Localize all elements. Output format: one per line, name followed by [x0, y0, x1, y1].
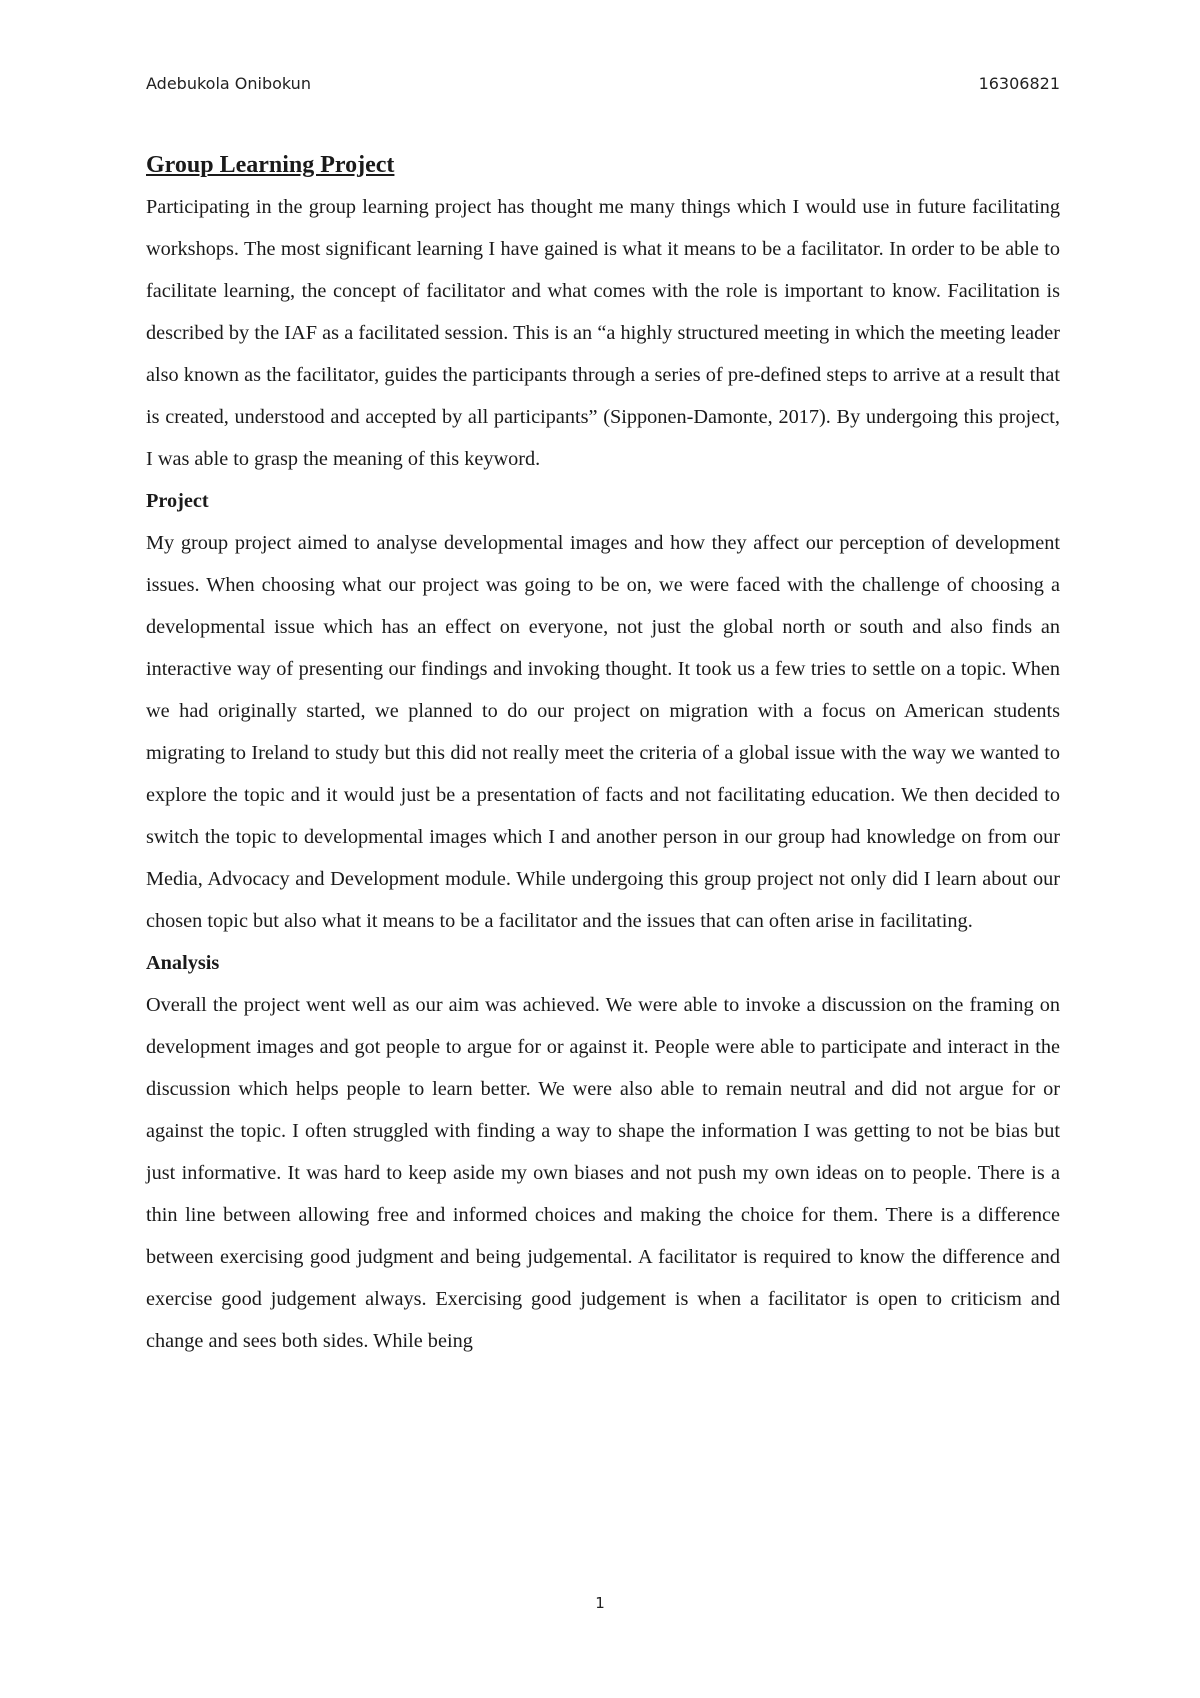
analysis-paragraph: Overall the project went well as our aim was achieved. We were able to invoke a discussion on the framing on development images and got people to argue for or against it. People were able to participate and interact in the discussion which helps people to learn better. We were also able to remain neutral and did not argue for or against the topic. I often struggled with finding a way to shape the information I was getting to not be bias but just informative. It was hard to keep aside my own biases and not push my own ideas on to people. There is a thin line between allowing free and informed choices and making the choice for them. There is a difference between exercising good judgment and being judgemental. A facilitator is required to know the difference and exercise good judgement always. Exercising good judgement is when a facilitator is open to criticism and change and sees both sides. While being — [146, 994, 1060, 1352]
project-paragraph: My group project aimed to analyse developmental images and how they affect our perception of development issues. When choosing what our project was going to be on, we were faced with the challenge of choosing a developmental issue which has an effect on everyone, not just the global north or south and also finds an interactive way of presenting our findings and invoking thought. It took us a few tries to settle on a topic. When we had originally started, we planned to do our project on migration with a focus on American students migrating to Ireland to study but this did not really meet the criteria of a global issue with the way we wanted to explore the topic and it would just be a presentation of facts and not facilitating education. We then decided to switch the topic to developmental images which I and another person in our group had knowledge on from our Media, Advocacy and Development module. While undergoing this group project not only did I learn about our chosen topic but also what it means to be a facilitator and the issues that can often arise in facilitating. — [146, 532, 1060, 932]
project-heading: Project — [146, 490, 209, 512]
intro-paragraph: Participating in the group learning project has thought me many things which I would use in future facilitating workshops. The most significant learning I have gained is what it means to be a facilitator. In order to be able to facilitate learning, the concept of facilitator and what comes with the role is important to know. Facilitation is described by the IAF as a facilitated session. This is an “a highly structured meeting in which the meeting leader also known as the facilitator, guides the participants through a series of pre-defined steps to arrive at a result that is created, understood and accepted by all participants” (Sipponen-Damonte, 2017). By undergoing this project, I was able to grasp the meaning of this keyword. — [146, 196, 1060, 470]
analysis-heading: Analysis — [146, 952, 220, 974]
header-author: Adebukola Onibokun — [146, 74, 311, 93]
document-body — [146, 144, 1060, 1362]
page-header — [146, 74, 1060, 93]
document-title: Group Learning Project — [146, 152, 395, 178]
page-number: 1 — [595, 1594, 605, 1612]
header-student-id: 16306821 — [978, 74, 1060, 93]
